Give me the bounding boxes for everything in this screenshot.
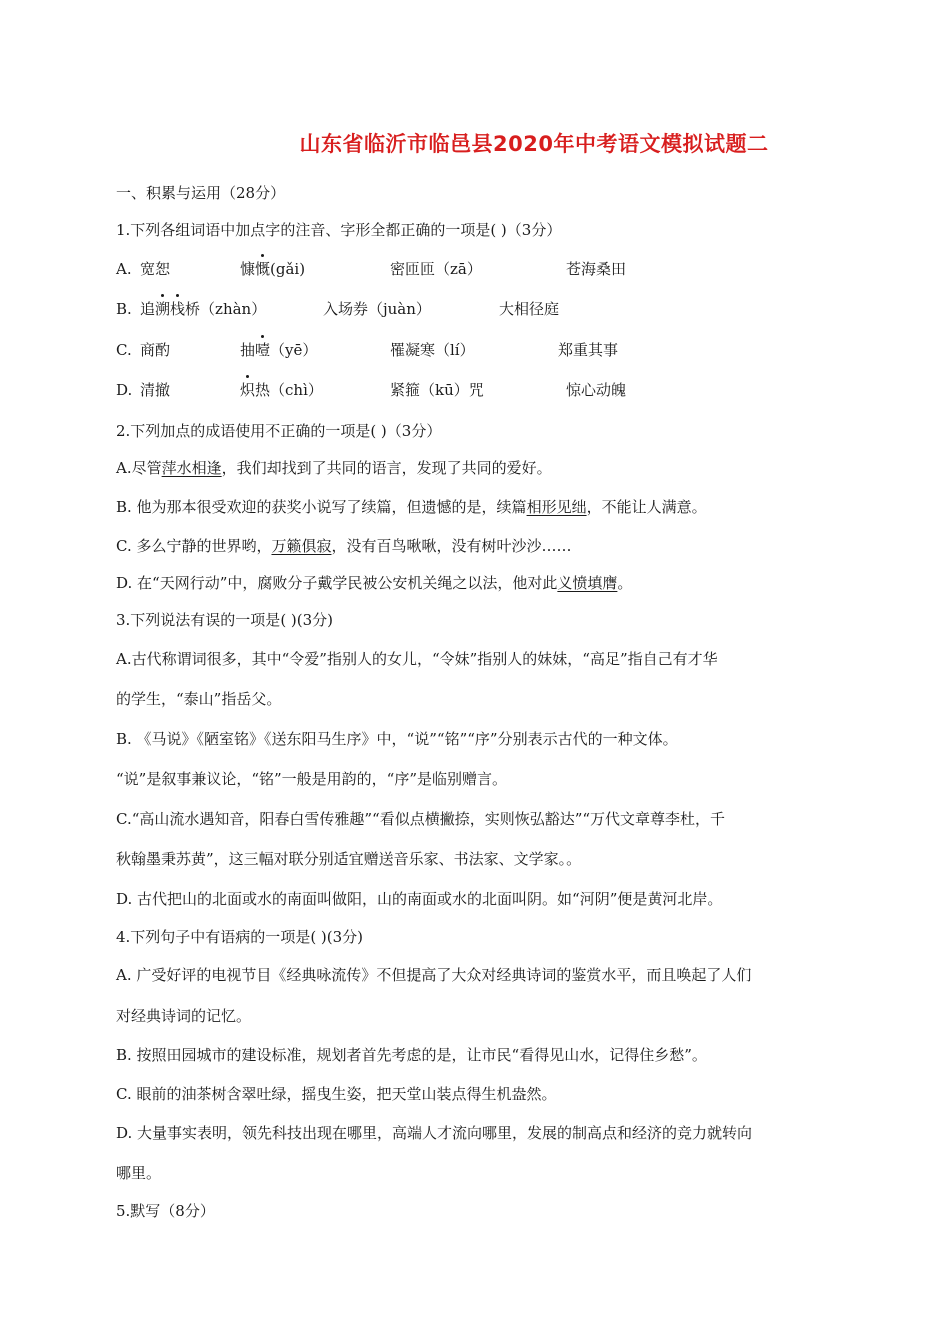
- option-label: C.: [116, 341, 132, 359]
- question-4-option-b-line1: B. 按照田园城市的建设标准，规划者首先考虑的是，让市民“看得见山水，记得住乡愁”。: [116, 1046, 707, 1064]
- question-3-option-b-line2: “说”是叙事兼议论，“铭”一般是用韵的，“序”是临别赠言。: [116, 770, 508, 788]
- idiom: 相形见绌: [526, 498, 587, 516]
- word: 紧箍（kū）咒: [390, 381, 484, 399]
- question-3-option-b-line1: B. 《马说》《陋室铭》《送东阳马生序》中，“说”“铭”“序”分别表示古代的一种文体。: [116, 730, 678, 748]
- word: 抽噎（yē）: [240, 341, 318, 359]
- word: 罹凝寒（lí）: [390, 341, 475, 359]
- word: 密匝匝（zā）: [390, 260, 482, 278]
- question-4-option-c-line1: C. 眼前的油茶树含翠吐绿，摇曳生姿，把天堂山装点得生机盎然。: [116, 1085, 557, 1103]
- emphasis-dot-char: 慨: [255, 260, 271, 278]
- word: 郑重其事: [558, 341, 619, 359]
- word: 惊心动魄: [566, 381, 627, 399]
- word: 大相径庭: [499, 300, 560, 318]
- word: 苍海桑田: [566, 260, 627, 278]
- question-4-option-a-line2: 对经典诗词的记忆。: [116, 1007, 252, 1025]
- option-label: D.: [116, 381, 133, 399]
- word: 宽恕: [140, 260, 171, 278]
- emphasis-dot-char: 栈: [170, 300, 186, 318]
- option-label: B.: [116, 300, 132, 318]
- question-2-option-d: D. 在“天网行动”中，腐败分子戴学民被公安机关绳之以法，他对此义愤填膺。: [116, 574, 633, 592]
- emphasis-dot-char: 溯: [155, 300, 171, 318]
- question-3-option-d-line1: D. 古代把山的北面或水的南面叫做阳，山的南面或水的北面叫阴。如“河阴”便是黄河北岸。: [116, 890, 723, 908]
- question-4-stem: 4.下列句子中有语病的一项是( )(3分): [116, 928, 364, 946]
- question-2-option-b: B. 他为那本很受欢迎的获奖小说写了续篇，但遗憾的是，续篇相形见绌，不能让人满意。: [116, 498, 707, 516]
- section-heading: 一、积累与运用（28分）: [116, 184, 286, 202]
- idiom: 义愤填膺: [557, 574, 618, 592]
- word: 追溯栈桥（zhàn）: [140, 300, 267, 318]
- question-2-option-a: A.尽管萍水相逢，我们却找到了共同的语言，发现了共同的爱好。: [116, 459, 552, 477]
- question-3-stem: 3.下列说法有误的一项是( )(3分): [116, 611, 334, 629]
- question-3-option-c-line2: 秋翰墨秉苏黄”，这三幅对联分别适宜赠送音乐家、书法家、文学家。。: [116, 850, 582, 868]
- question-2-option-c: C. 多么宁静的世界哟，万籁俱寂，没有百鸟啾啾，没有树叶沙沙……: [116, 537, 572, 555]
- word: 商酌: [140, 341, 171, 359]
- question-4-option-a-line1: A. 广受好评的电视节目《经典咏流传》不但提高了大众对经典诗词的鉴赏水平，而且唤起了人们: [116, 966, 752, 984]
- question-1-stem: 1.下列各组词语中加点字的注音、字形全都正确的一项是( )（3分）: [116, 221, 562, 239]
- option-label: A.: [116, 260, 132, 278]
- question-3-option-a-line1: A.古代称谓词很多，其中“令爱”指别人的女儿，“令妹”指别人的妹妹，“高足”指自己有才华: [116, 650, 718, 668]
- idiom: 万籁俱寂: [271, 537, 332, 555]
- idiom: 萍水相逢: [161, 459, 222, 477]
- word: 慷慨(gǎi): [240, 260, 306, 278]
- question-5-stem: 5.默写（8分）: [116, 1202, 215, 1220]
- page-title: 山东省临沂市临邑县2020年中考语文模拟试题二: [299, 132, 769, 156]
- question-3-option-a-line2: 的学生，“泰山”指岳父。: [116, 690, 282, 708]
- word: 炽热（chì）: [240, 381, 323, 399]
- emphasis-dot-char: 炽: [240, 381, 256, 399]
- question-2-stem: 2.下列加点的成语使用不正确的一项是( )（3分）: [116, 422, 442, 440]
- word: 清撤: [140, 381, 171, 399]
- question-4-option-d-line1: D. 大量事实表明，领先科技出现在哪里，高端人才流向哪里，发展的制高点和经济的竞力就转向: [116, 1124, 753, 1142]
- question-4-option-d-line2: 哪里。: [116, 1164, 162, 1182]
- question-3-option-c-line1: C.“高山流水遇知音，阳春白雪传雅趣”“看似点横撇捺，实则恢弘豁达”“万代文章尊李杜，千: [116, 810, 726, 828]
- word: 入场券（juàn）: [323, 300, 431, 318]
- emphasis-dot-char: 噎: [255, 341, 271, 359]
